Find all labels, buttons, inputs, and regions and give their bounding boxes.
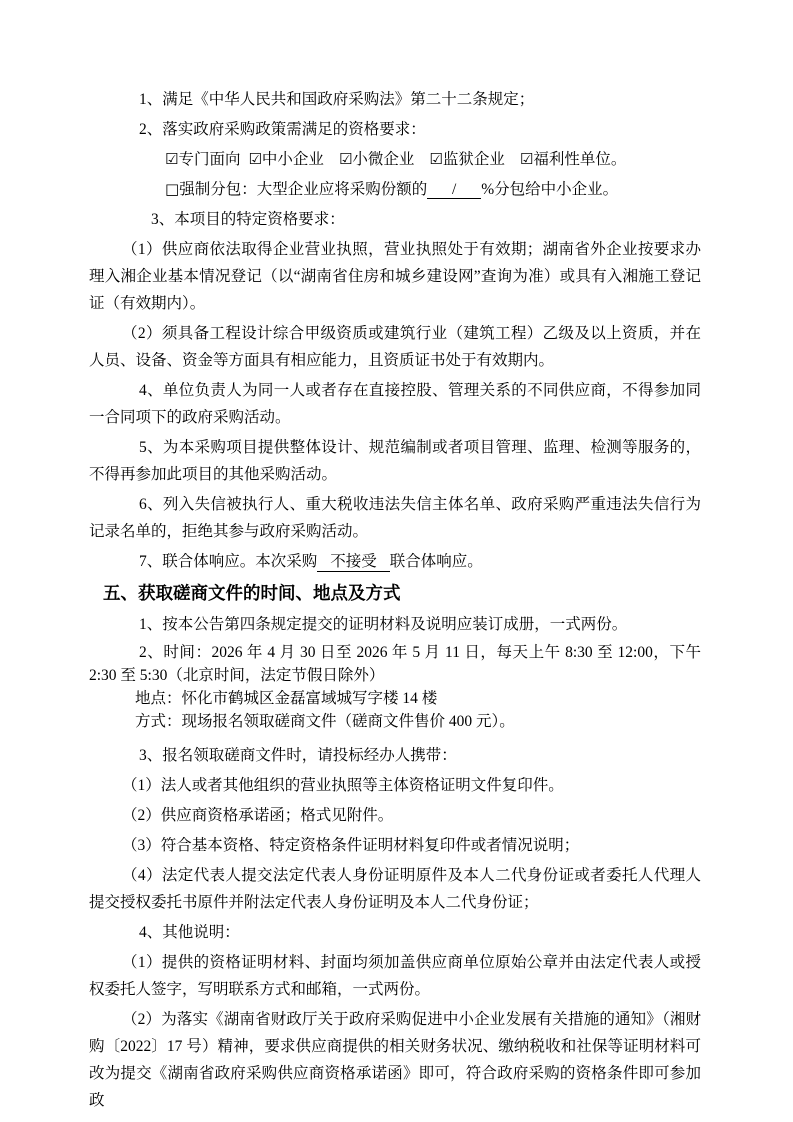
checkbox-checked-icon: ☑ xyxy=(165,150,179,168)
sub-clause-business-license: （1）供应商依法取得企业营业执照，营业执照处于有效期；湖南省外企业按要求办理入湘企业基本情况登记（以“湖南省住房和城乡建设网”查询为准）或具有入湘施工登记证（有效期内）。 xyxy=(89,241,701,312)
sub-clause-license-copy: （1）法人或者其他组织的营业执照等主体资格证明文件复印件。 xyxy=(122,777,564,794)
underlined-value: 不接受 xyxy=(317,553,390,572)
policy-option-label: 专门面向 xyxy=(178,151,241,168)
policy-option-welfare xyxy=(520,151,626,168)
clause-binding-requirement: 1、按本公告第四条规定提交的证明材料及说明应装订成册，一式两份。 xyxy=(139,616,628,633)
clause-specific-qualification: 3、本项目的特定资格要求： xyxy=(151,211,345,228)
sub-clause-design-qualification: （2）须具备工程设计综合甲级资质或建筑行业（建筑工程）乙级及以上资质，并在人员、设备、资金等方面具有相应能力，且资质证书处于有效期内。 xyxy=(89,325,701,369)
clause-registration-carry: 3、报名领取磋商文件时，请投标经办人携带： xyxy=(139,747,457,764)
section-heading: 五、获取磋商文件的时间、地点及方式 xyxy=(103,583,401,603)
fill-in-blank: / xyxy=(427,181,481,199)
policy-option-dedicated xyxy=(165,151,240,168)
subcontract-suffix: %分包给中小企业。 xyxy=(481,181,619,198)
sub-clause-qualification-proof: （3）符合基本资格、特定资格条件证明材料复印件或者情况说明； xyxy=(122,837,580,854)
clause-same-responsible-person: 4、单位负责人为同一人或者存在直接控股、管理关系的不同供应商，不得参加同一合同项下的政府采购活动。 xyxy=(89,382,701,426)
policy-option-label: 福利性单位。 xyxy=(533,151,627,168)
sub-clause-commitment-letter: （2）供应商资格承诺函；格式见附件。 xyxy=(122,807,394,824)
checkbox-checked-icon: ☑ xyxy=(338,150,353,168)
sub-clause-legal-representative: （4）法定代表人提交法定代表人身份证明原件及本人二代身份证或者委托人代理人提交授权委托书原件并附法定代表人身份证明及本人二代身份证； xyxy=(89,867,701,911)
clause-consortium xyxy=(89,548,701,575)
policy-checkbox-row xyxy=(89,146,701,173)
clause-other-notes: 4、其他说明： xyxy=(139,924,240,941)
clause-time: 2、时间：2026 年 4 月 30 日至 2026 年 5 月 11 日，每天上午 8:30 至 12:00，下午 2:30 至 5:30（北京时间，法定节假日除外） xyxy=(89,644,701,684)
sub-clause-seal-signature: （1）提供的资格证明材料、封面均须加盖供应商单位原始公章并由法定代表人或授权委托人签字，写明联系方式和邮箱，一式两份。 xyxy=(89,954,701,998)
checkbox-checked-icon: ☑ xyxy=(519,150,534,168)
clause-dishonesty-list: 6、列入失信被执行人、重大税收违法失信主体名单、政府采购严重违法失信行为记录名单的，拒绝其参与政府采购活动。 xyxy=(89,496,701,540)
policy-option-micro xyxy=(339,151,414,168)
checkbox-checked-icon: ☑ xyxy=(429,150,443,168)
clause-method: 方式：现场报名领取磋商文件（磋商文件售价 400 元）。 xyxy=(135,713,515,730)
consortium-suffix: 联合体响应。 xyxy=(389,553,483,570)
sub-clause-sme-policy-notice: （2）为落实《湖南省财政厅关于政府采购促进中小企业发展有关措施的通知》（湘财购〔2022〕17 号）精神，要求供应商提供的相关财务状况、缴纳税收和社保等证明材料可改为提交《湖南省政府采购供应商资格承诺函》即可，符合政府采购的资格条件即可参加政 xyxy=(89,1011,701,1109)
policy-option-label: 监狱企业 xyxy=(442,151,505,168)
policy-option-sme xyxy=(248,151,323,168)
clause-basic-qualification: 1、满足《中华人民共和国政府采购法》第二十二条规定； xyxy=(139,91,535,108)
clause-policy-requirement: 2、落实政府采购政策需满足的资格要求： xyxy=(139,121,426,138)
checkbox-unchecked-icon: □ xyxy=(165,180,180,198)
policy-option-prison xyxy=(429,151,504,168)
checkbox-checked-icon: ☑ xyxy=(248,150,262,168)
clause-service-provider-restriction: 5、为本采购项目提供整体设计、规范编制或者项目管理、监理、检测等服务的，不得再参加此项目的其他采购活动。 xyxy=(89,439,701,483)
subcontract-row xyxy=(89,176,701,203)
consortium-prefix: 7、联合体响应。本次采购 xyxy=(139,553,318,570)
policy-option-label: 中小企业 xyxy=(261,151,324,168)
policy-option-label: 小微企业 xyxy=(352,151,415,168)
clause-location: 地点：怀化市鹤城区金磊富域城写字楼 14 楼 xyxy=(135,690,438,707)
subcontract-prefix: 强制分包：大型企业应将采购份额的 xyxy=(179,181,428,198)
